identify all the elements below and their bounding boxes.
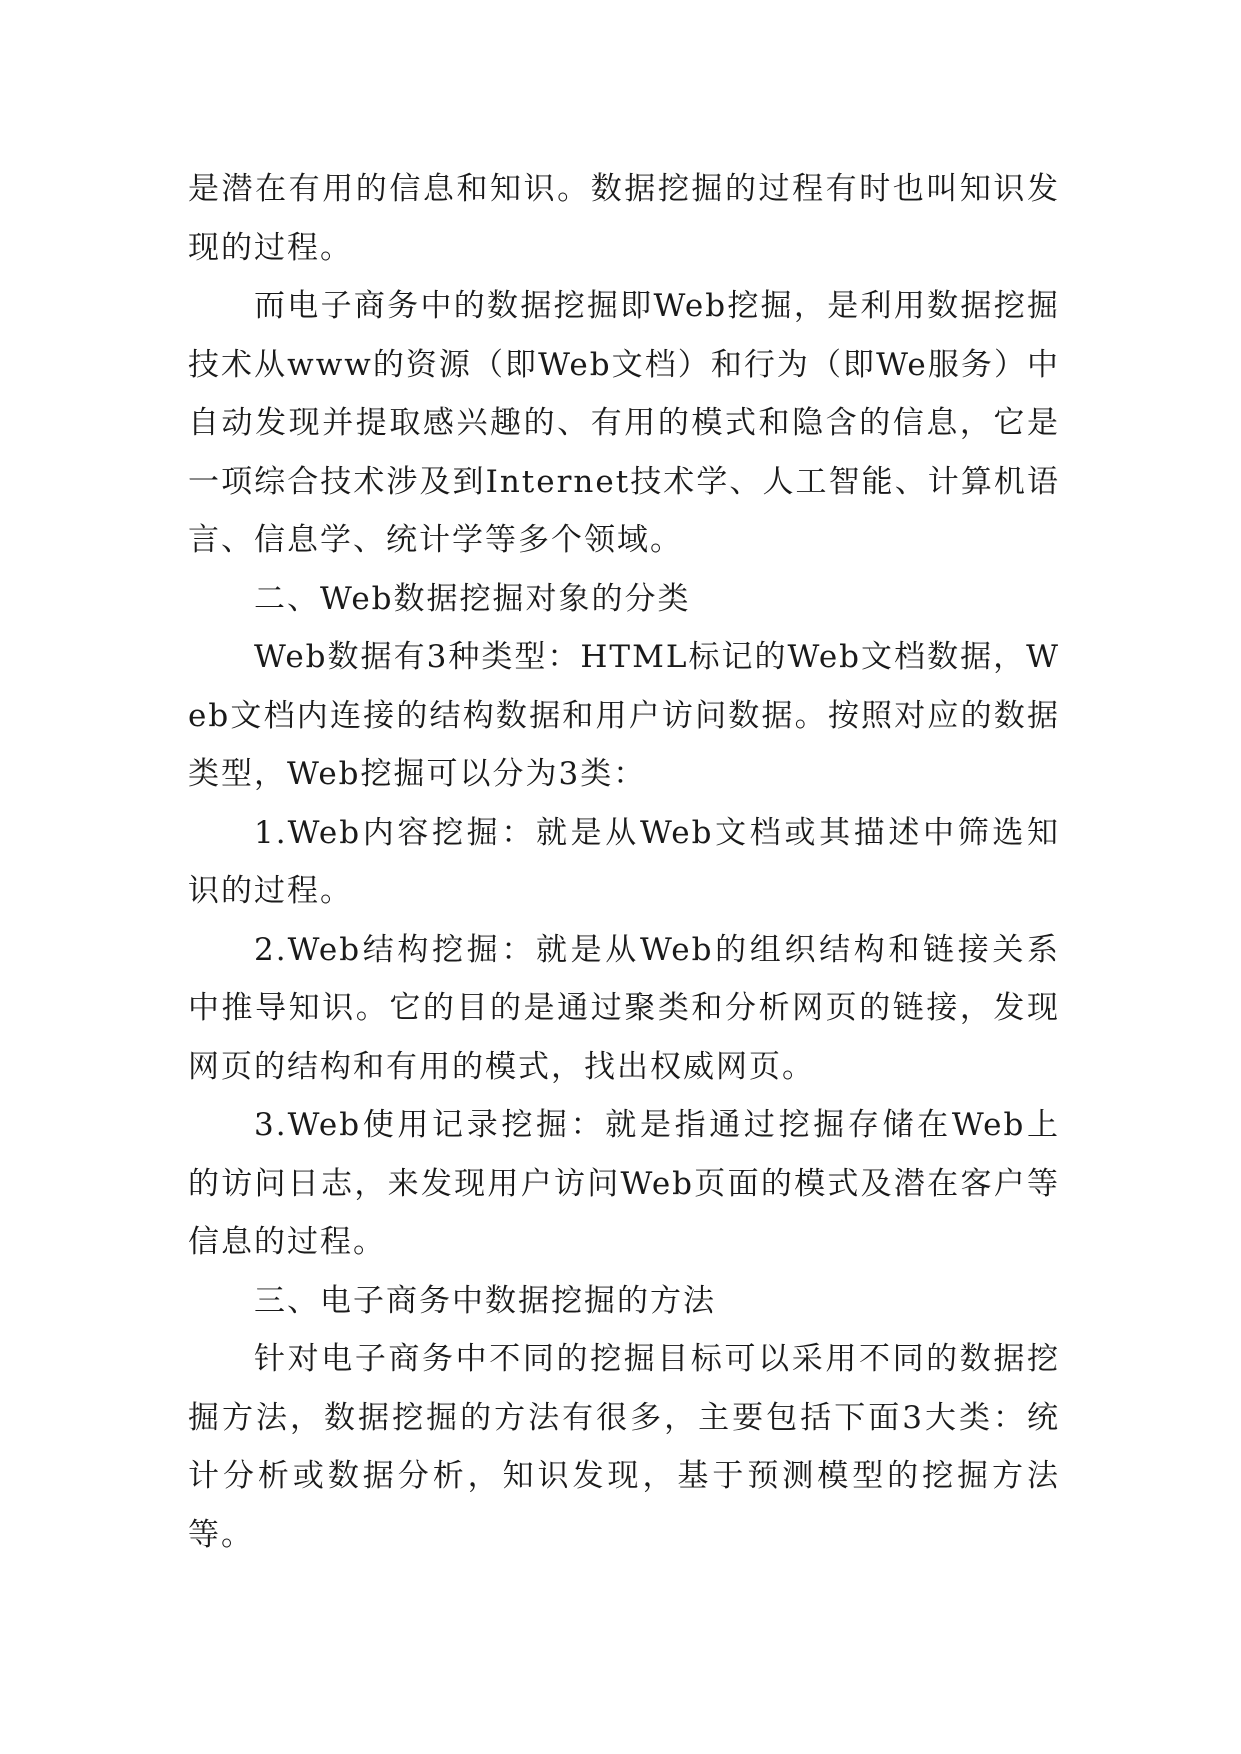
list-item-usage-mining: 3.Web使用记录挖掘：就是指通过挖掘存储在Web上的访问日志，来发现用户访问Web页面的模式及潜在客户等信息的过程。 (188, 1107, 1060, 1260)
list-item-content-mining: 1.Web内容挖掘：就是从Web文档或其描述中筛选知识的过程。 (188, 814, 1060, 909)
section-heading-methods: 三、电子商务中数据挖掘的方法 (254, 1282, 716, 1319)
list-item-structure-mining: 2.Web结构挖掘：就是从Web的组织结构和链接关系中推导知识。它的目的是通过聚类和分析网页的链接，发现网页的结构和有用的模式，找出权威网页。 (188, 931, 1060, 1085)
document-page (188, 160, 1060, 1564)
paragraph-mining-methods: 针对电子商务中不同的挖掘目标可以采用不同的数据挖掘方法，数据挖掘的方法有很多，主要包括下面3大类：统计分析或数据分析，知识发现，基于预测模型的挖掘方法等。 (188, 1341, 1060, 1553)
paragraph-continuation: 是潜在有用的信息和知识。数据挖掘的过程有时也叫知识发现的过程。 (188, 171, 1060, 266)
paragraph-web-mining-definition: 而电子商务中的数据挖掘即Web挖掘，是利用数据挖掘技术从www的资源（即Web文档）和行为（即We服务）中自动发现并提取感兴趣的、有用的模式和隐含的信息，它是一项综合技术涉及到Internet技术学、人工智能、计算机语言、信息学、统计学等多个领域。 (188, 288, 1060, 558)
paragraph-web-data-types: Web数据有3种类型：HTML标记的Web文档数据，Web文档内连接的结构数据和用户访问数据。按照对应的数据类型，Web挖掘可以分为3类： (188, 639, 1060, 792)
section-heading-classification: 二、Web数据挖掘对象的分类 (254, 580, 691, 617)
